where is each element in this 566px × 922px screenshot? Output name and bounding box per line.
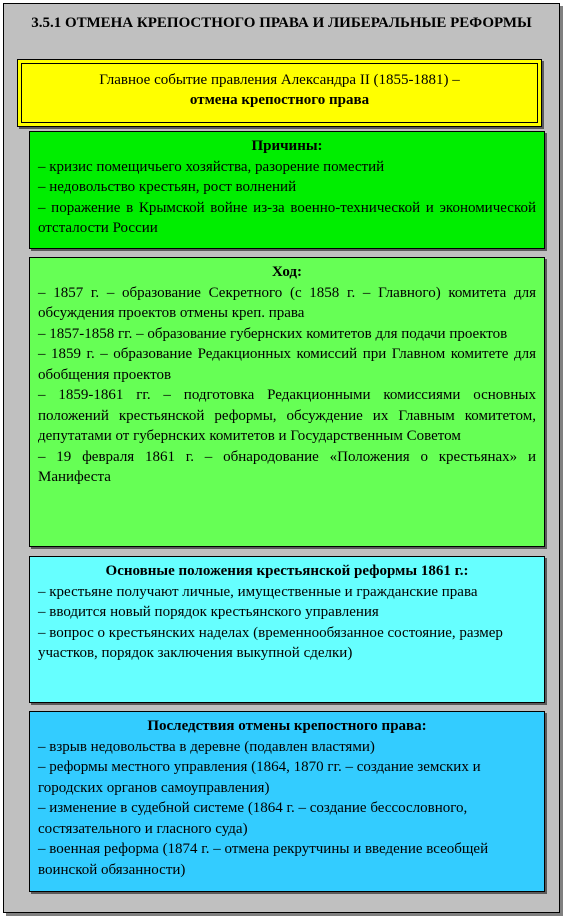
course-item: – 19 февраля 1861 г. – обнародование «Положения о крестьянах» и Манифеста — [38, 448, 536, 485]
provisions-item: – вводится новый порядок крестьянского управления — [38, 604, 379, 620]
main-event-inner — [21, 63, 538, 123]
consequences-heading: Последствия отмены крепостного права: — [147, 718, 427, 734]
course-item: – 1859 г. – образование Редакционных комиссий при Главном комитете для обобщения проектов — [38, 346, 536, 383]
causes-item: – кризис помещичьего хозяйства, разорение поместий — [38, 158, 385, 175]
consequences-item: – взрыв недовольства в деревне (подавлен властями) — [38, 738, 375, 755]
main-event-box — [17, 59, 542, 127]
diagram-frame — [3, 3, 560, 913]
course-box — [29, 257, 545, 547]
diagram-title: 3.5.1 ОТМЕНА КРЕПОСТНОГО ПРАВА И ЛИБЕРАЛЬНЫЕ РЕФОРМЫ — [31, 15, 532, 31]
course-item: – 1857 г. – образование Секретного (с 1858 г. – Главного) комитета для обсуждения проектов отмены креп. права — [38, 284, 536, 321]
provisions-box — [29, 556, 545, 703]
provisions-heading: Основные положения крестьянской реформы 1861 г.: — [105, 563, 469, 579]
main-event-line1: Главное событие правления Александра II (1855-1881) – — [99, 72, 460, 88]
main-event-line2: отмена крепостного права — [189, 92, 370, 108]
consequences-item: – реформы местного управления (1864, 1870 гг. – создание земских и городских органов самоуправления) — [38, 759, 481, 796]
provisions-item: – крестьяне получают личные, имущественные и гражданские права — [38, 583, 478, 600]
causes-item: – поражение в Крымской войне из-за военно-технической и экономической отсталости России — [38, 199, 536, 236]
course-item: – 1859-1861 гг. – подготовка Редакционными комиссиями основных положений крестьянской реформы, обсуждение их Главным комитетом, депутатами от губернских комитетов и Государственным Советом — [38, 387, 536, 444]
causes-box — [29, 131, 545, 249]
consequences-box — [29, 711, 545, 892]
causes-heading: Причины: — [251, 138, 323, 154]
causes-item: – недовольство крестьян, рост волнений — [38, 179, 297, 195]
consequences-item: – изменение в судебной системе (1864 г. – создание бессословного, состязательного и гласного суда) — [38, 800, 468, 837]
provisions-item: – вопрос о крестьянских наделах (временнообязанное состояние, размер участков, порядок заключения выкупной сделки) — [38, 624, 503, 661]
consequences-item: – военная реформа (1874 г. – отмена рекрутчины и введение всеобщей воинской обязанности) — [38, 841, 489, 878]
course-item: – 1857-1858 гг. – образование губернских комитетов для подачи проектов — [38, 325, 508, 342]
course-heading: Ход: — [271, 264, 303, 280]
